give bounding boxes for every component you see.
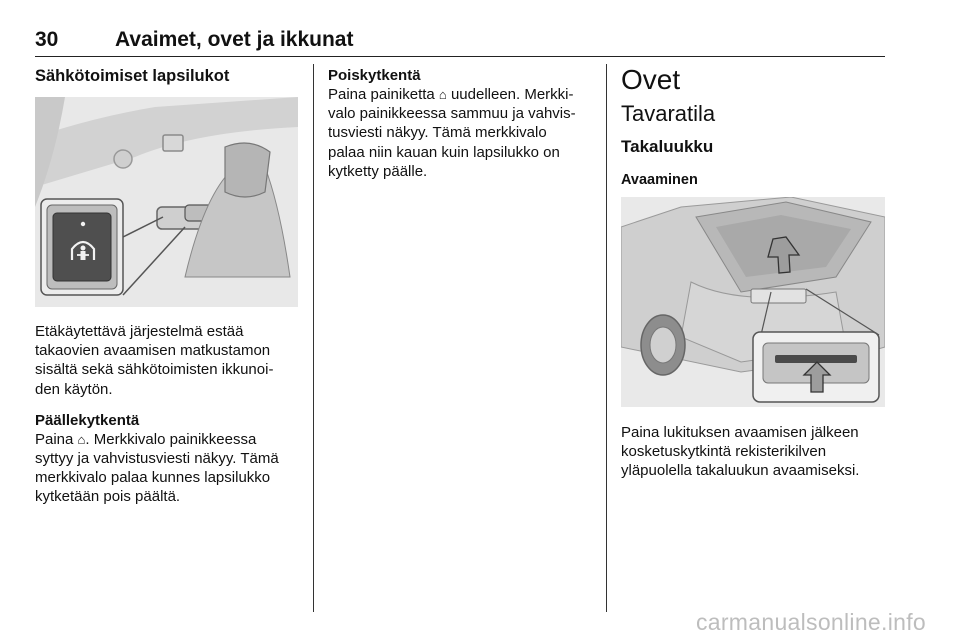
text-line: valo painikkeessa sammuu ja vahvis-: [328, 105, 576, 123]
page-number: 30: [35, 28, 59, 51]
minor-heading: Avaaminen: [621, 172, 698, 188]
text-line: [328, 85, 596, 104]
text-line: tusviesti näkyy. Tämä merkkivalo: [328, 124, 547, 142]
subheading-on: Päällekytkentä: [35, 411, 140, 429]
text-line: Paina lukituksen avaamisen jälkeen: [621, 424, 859, 441]
text-line: palaa niin kauan kuin lapsilukko on: [328, 143, 560, 161]
subheading-off: Poiskytkentä: [328, 67, 421, 84]
text-line: kytketään pois päältä.: [35, 488, 181, 506]
text-line: den käytön.: [35, 380, 113, 398]
child-lock-figure: [35, 97, 298, 307]
text-line: syttyy ja vahvistusviesti näkyy. Tämä: [35, 450, 279, 468]
text-span: . Merkkivalo painikkeessa: [85, 430, 257, 448]
text-line: kosketuskytkintä rekisterikilven: [621, 443, 827, 461]
child-lock-icon: ⌂: [77, 431, 86, 447]
text-line: Etäkäytettävä järjestelmä estää: [35, 323, 244, 340]
column-middle: [328, 64, 596, 181]
section-heading: Tavaratila: [621, 101, 716, 126]
page-header: [35, 28, 885, 57]
subsection-heading: Takaluukku: [621, 137, 714, 156]
column-right: [621, 64, 885, 481]
section-heading: Sähkötoimiset lapsilukot: [35, 67, 230, 85]
text-line: sisältä sekä sähkötoimisten ikkunoi-: [35, 361, 274, 379]
text-line: yläpuolella takaluukun avaamiseksi.: [621, 462, 860, 480]
chapter-heading: Ovet: [621, 64, 681, 95]
intro-paragraph: [35, 322, 300, 399]
column-divider: [606, 64, 607, 612]
tailgate-figure: [621, 197, 885, 407]
text-line: kytketty päälle.: [328, 162, 428, 180]
text-line: takaovien avaamisen matkustamon: [35, 342, 271, 360]
text-line: [35, 430, 300, 449]
text-span: Paina painiketta: [328, 86, 439, 103]
column-divider: [313, 64, 314, 612]
tailgate-illustration: [621, 197, 885, 407]
chapter-title: Avaimet, ovet ja ikkunat: [115, 28, 354, 51]
tailgate-paragraph: [621, 423, 885, 481]
watermark: carmanualsonline.info: [695, 609, 926, 635]
dashboard-illustration: [35, 97, 298, 307]
text-span: Paina: [35, 430, 78, 448]
child-lock-icon: ⌂: [438, 87, 447, 102]
text-span: uudelleen. Merkki-: [446, 86, 574, 103]
column-left: [35, 64, 300, 507]
text-line: merkkivalo palaa kunnes lapsilukko: [35, 469, 271, 487]
